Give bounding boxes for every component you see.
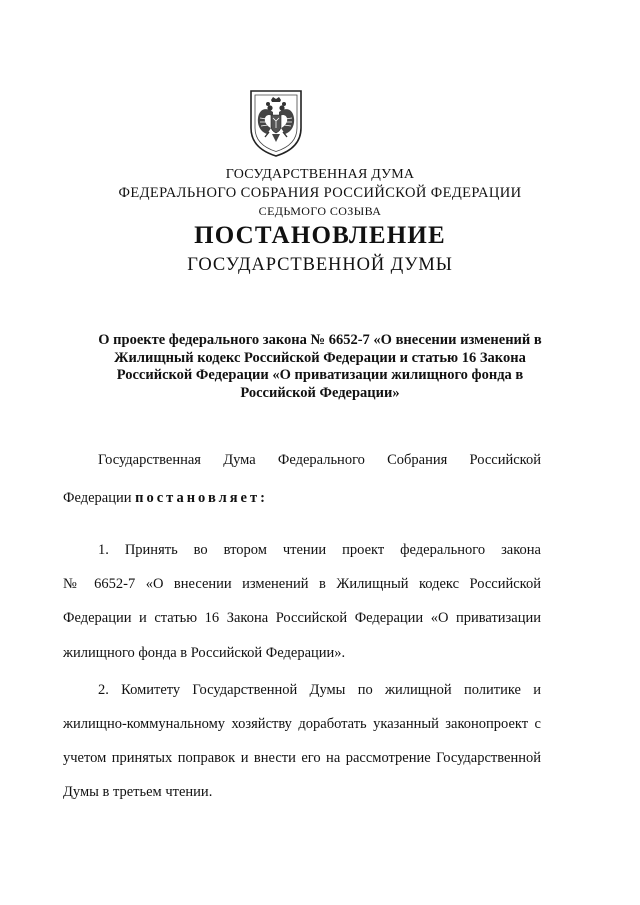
paragraph-2-line: 2. Комитету Государственной Думы по жилищной политике и xyxy=(98,682,541,698)
header-line-convocation: СЕДЬМОГО СОЗЫВА xyxy=(258,204,382,218)
header-line-federal-assembly: ФЕДЕРАЛЬНОГО СОБРАНИЯ РОССИЙСКОЙ ФЕДЕРАЦИИ xyxy=(118,185,522,201)
paragraph-1-line: жилищного фонда в Российской Федерации». xyxy=(63,645,346,661)
subject-line: О проекте федерального закона № 6652-7 «О внесении изменений в xyxy=(98,332,542,348)
subject-line: Жилищный кодекс Российской Федерации и статью 16 Закона xyxy=(114,349,526,366)
coat-of-arms-emblem xyxy=(247,88,305,158)
header-line-duma: ГОСУДАРСТВЕННАЯ ДУМА xyxy=(225,167,415,182)
intro-prefix: Федерации xyxy=(63,490,132,506)
paragraph-2-line: жилищно-коммунальному хозяйству доработать указанный законопроект с xyxy=(63,716,541,732)
paragraph-1-line: № 6652-7 «О внесении изменений в Жилищный кодекс Российской xyxy=(63,576,541,592)
paragraph-2-line: учетом принятых поправок и внести его на рассмотрение Государственной xyxy=(63,750,541,766)
subject-line: Российской Федерации» xyxy=(240,384,400,401)
intro-line: Государственная Дума Федерального Собрания Российской xyxy=(98,452,541,468)
document-subtitle: ГОСУДАРСТВЕННОЙ ДУМЫ xyxy=(187,255,453,275)
paragraph-1-line: Федерации и статью 16 Закона Российской Федерации «О приватизации xyxy=(63,610,541,626)
subject-line: Российской Федерации «О приватизации жилищного фонда в xyxy=(116,367,524,383)
document-subject xyxy=(60,332,580,402)
paragraph-2-line: Думы в третьем чтении. xyxy=(63,784,213,800)
resolves-word: постановляет: xyxy=(135,490,268,506)
document-title: ПОСТАНОВЛЕНИЕ xyxy=(194,222,446,249)
intro-line xyxy=(63,490,268,507)
paragraph-1-line: 1. Принять во втором чтении проект федерального закона xyxy=(98,542,541,558)
